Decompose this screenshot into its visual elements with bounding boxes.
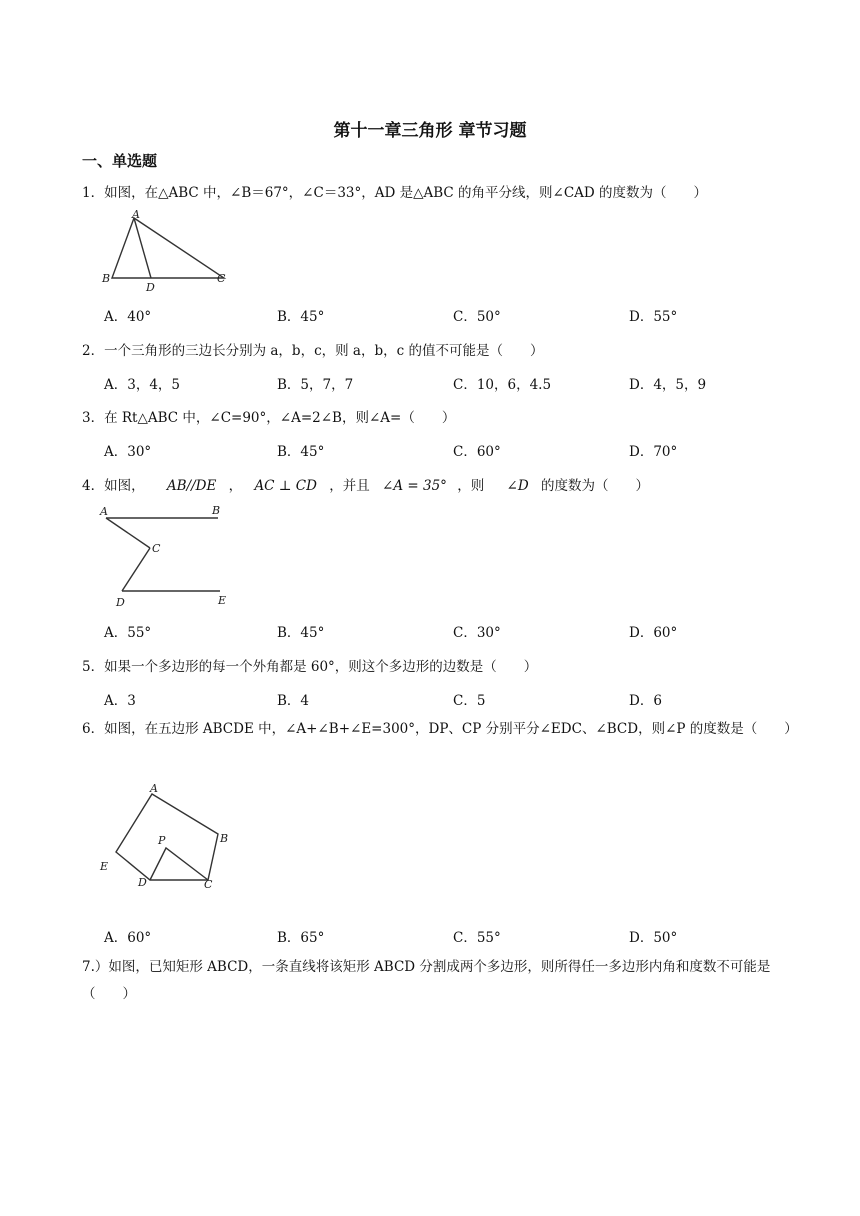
fig6-label-b: B xyxy=(220,832,229,845)
q3-option-a: A．30° xyxy=(104,444,152,460)
q4-math-perpendicular: AC ⊥ CD xyxy=(254,478,317,494)
q4-prefix: 4．如图， xyxy=(82,478,145,494)
q4-math-angle-a: ∠A = 35° xyxy=(382,478,447,494)
q4-math-angle-d: ∠D xyxy=(506,478,529,494)
q5-option-d: D．6 xyxy=(629,693,662,709)
q3-option-d: D．70° xyxy=(629,444,678,460)
q5-option-a: A．3 xyxy=(104,693,136,709)
q3-option-b: B．45° xyxy=(277,444,325,460)
q1-option-d: D．55° xyxy=(629,309,678,325)
question-7-text: 7.）如图，已知矩形 ABCD，一条直线将该矩形 ABCD 分割成两个多边形，则所得任一多边形内角和度数不可能是（ ） xyxy=(82,959,771,1002)
question-6-text: 6．如图，在五边形 ABCDE 中，∠A+∠B+∠E=300°，DP、CP 分别平分∠EDC、∠BCD，则∠P 的度数是（ ） xyxy=(82,721,798,737)
q3-option-c: C．60° xyxy=(453,444,501,460)
q4-math-parallel: AB//DE xyxy=(166,478,217,494)
q4-option-b: B．45° xyxy=(277,625,325,641)
fig1-label-c: C xyxy=(217,272,226,285)
q6-option-c: C．55° xyxy=(453,930,501,946)
question-2-text: 2．一个三角形的三边长分别为 a，b，c，则 a，b，c 的值不可能是（ ） xyxy=(82,343,544,359)
figure-parallel-lines xyxy=(98,500,238,612)
q2-option-c: C．10，6，4.5 xyxy=(453,377,552,393)
fig6-label-p: P xyxy=(158,834,166,847)
q4-sep3: ，则 xyxy=(457,478,485,494)
fig1-label-a: A xyxy=(132,210,140,221)
q6-option-a: A．60° xyxy=(104,930,152,946)
question-3-text: 3．在 Rt△ABC 中，∠C=90°，∠A=2∠B，则∠A=（ ） xyxy=(82,410,456,426)
q1-option-a: A．40° xyxy=(104,309,152,325)
figure-triangle-abc xyxy=(100,210,240,292)
q4-option-d: D．60° xyxy=(629,625,678,641)
fig6-label-d: D xyxy=(138,876,147,888)
q4-suffix: 的度数为（ ） xyxy=(540,478,649,494)
question-4-text xyxy=(82,474,649,494)
q5-option-c: C．5 xyxy=(453,693,486,709)
q4-option-c: C．30° xyxy=(453,625,501,641)
q2-option-a: A．3，4，5 xyxy=(104,377,181,393)
q4-sep1: ， xyxy=(228,478,243,494)
fig6-label-e: E xyxy=(100,860,109,873)
section-heading: 一、单选题 xyxy=(82,152,158,170)
q4-sep2: ，并且 xyxy=(329,478,370,494)
q2-option-b: B．5，7，7 xyxy=(277,377,354,393)
fig1-label-d: D xyxy=(146,281,155,292)
question-1-text: 1．如图，在△ABC 中，∠B＝67°，∠C＝33°，AD 是△ABC 的角平分线，则∠CAD 的度数为（ ） xyxy=(82,185,708,201)
question-5-text: 5．如果一个多边形的每一个外角都是 60°，则这个多边形的边数是（ ） xyxy=(82,659,538,675)
q6-option-b: B．65° xyxy=(277,930,325,946)
q2-option-d: D．4，5，9 xyxy=(629,377,707,393)
q6-option-d: D．50° xyxy=(629,930,678,946)
q1-option-c: C．50° xyxy=(453,309,501,325)
q4-option-a: A．55° xyxy=(104,625,152,641)
q1-option-b: B．45° xyxy=(277,309,325,325)
fig1-label-b: B xyxy=(102,272,111,285)
page-title: 第十一章三角形 章节习题 xyxy=(333,121,527,141)
fig6-label-c: C xyxy=(204,878,213,888)
fig4-label-e: E xyxy=(218,594,227,607)
fig4-label-c: C xyxy=(152,542,161,555)
fig4-label-d: D xyxy=(116,596,125,609)
fig4-label-b: B xyxy=(212,504,221,517)
fig6-label-a: A xyxy=(150,782,158,795)
figure-pentagon xyxy=(96,780,246,888)
fig4-label-a: A xyxy=(100,505,108,518)
q5-option-b: B．4 xyxy=(277,693,310,709)
